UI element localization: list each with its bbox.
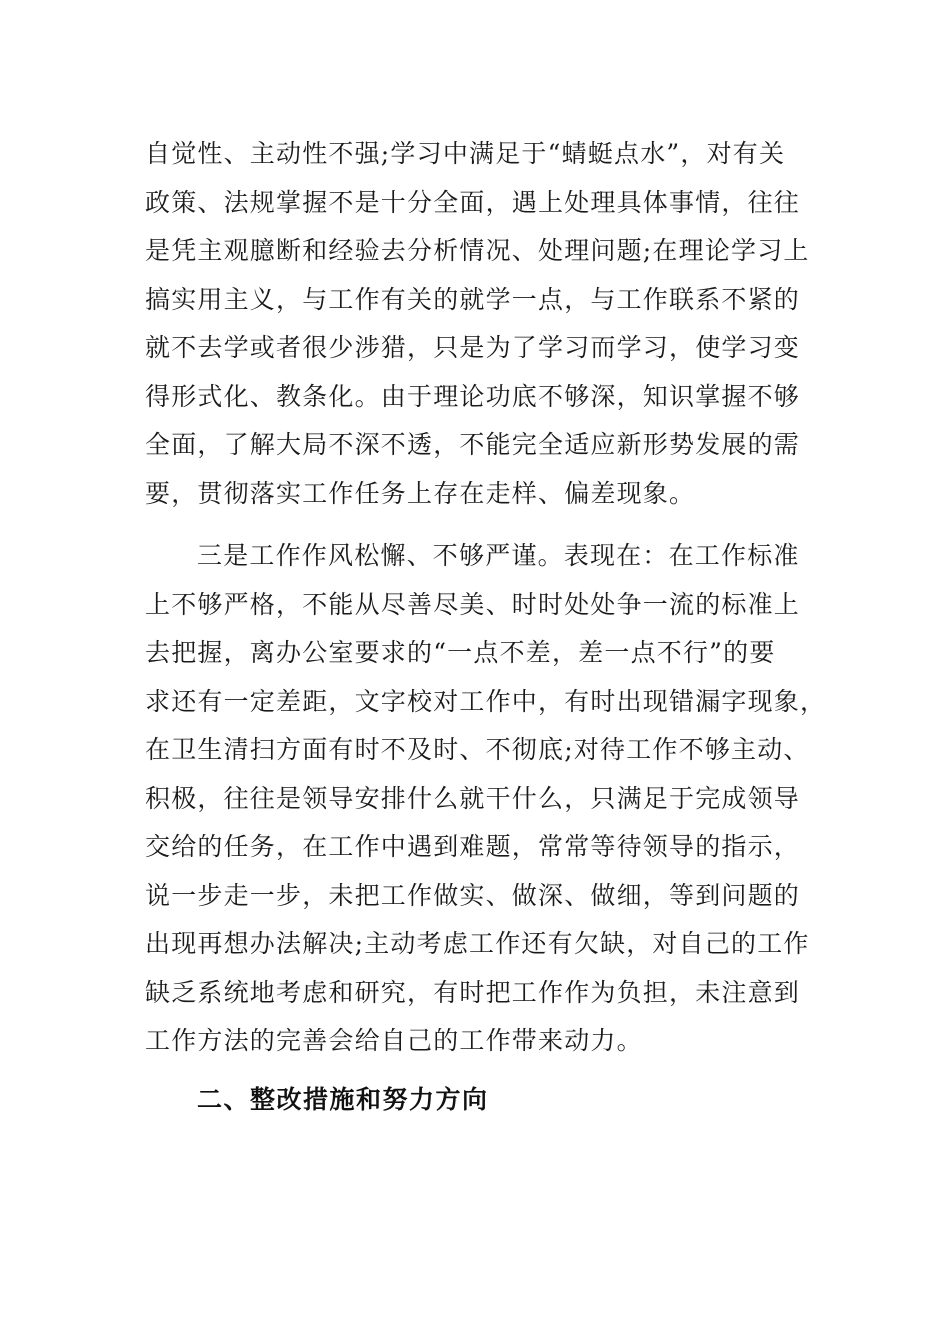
text-line: 说一步走一步，未把工作做实、做深、做细，等到问题的 [145, 880, 801, 910]
text-line: 自觉性、主动性不强;学习中满足于“蜻蜓点水”，对有关 [145, 139, 786, 168]
paragraph-spacer [145, 518, 805, 532]
text-line: 积极，往往是领导安排什么就干什么，只满足于完成领导 [145, 783, 801, 813]
text-line: 得形式化、教条化。由于理论功底不够深，知识掌握不够 [145, 381, 801, 411]
text-line: 就不去学或者很少涉猎，只是为了学习而学习，使学习变 [145, 333, 801, 362]
text-line: 交给的任务，在工作中遇到难题，常常等待领导的指示， [145, 832, 801, 861]
document-body [145, 130, 827, 1124]
text-line: 工作方法的完善会给自己的工作带来动力。 [145, 1026, 643, 1055]
text-line: 政策、法规掌握不是十分全面，遇上处理具体事情，往往 [145, 187, 801, 217]
text-line: 上不够严格，不能从尽善尽美、时时处处争一流的标准上 [145, 589, 801, 619]
text-line: 三是工作作风松懈、不够严谨。表现在：在工作标准 [197, 541, 800, 570]
text-line: 要，贯彻落实工作任务上存在走样、偏差现象。 [145, 478, 696, 508]
text-line: 在卫生清扫方面有时不及时、不彻底;对待工作不够主动、 [145, 735, 810, 764]
text-line: 全面，了解大局不深不透，不能完全适应新形势发展的需 [145, 430, 801, 459]
paragraph-work-style [145, 532, 827, 1066]
text-line: 求还有一定差距，文字校对工作中，有时出现错漏字现象， [145, 686, 827, 716]
text-line: 是凭主观臆断和经验去分析情况、处理问题;在理论学习上 [145, 236, 810, 265]
text-line: 出现再想办法解决;主动考虑工作还有欠缺，对自己的工作 [145, 929, 810, 958]
text-line: 去把握，离办公室要求的“一点不差，差一点不行”的要 [145, 638, 776, 667]
section-heading: 二、整改措施和努力方向 [197, 1084, 489, 1114]
text-line: 搞实用主义，与工作有关的就学一点，与工作联系不紧的 [145, 284, 801, 314]
text-line: 缺乏系统地考虑和研究，有时把工作作为负担，未注意到 [145, 977, 801, 1007]
paragraph-study-attitude [145, 130, 810, 518]
